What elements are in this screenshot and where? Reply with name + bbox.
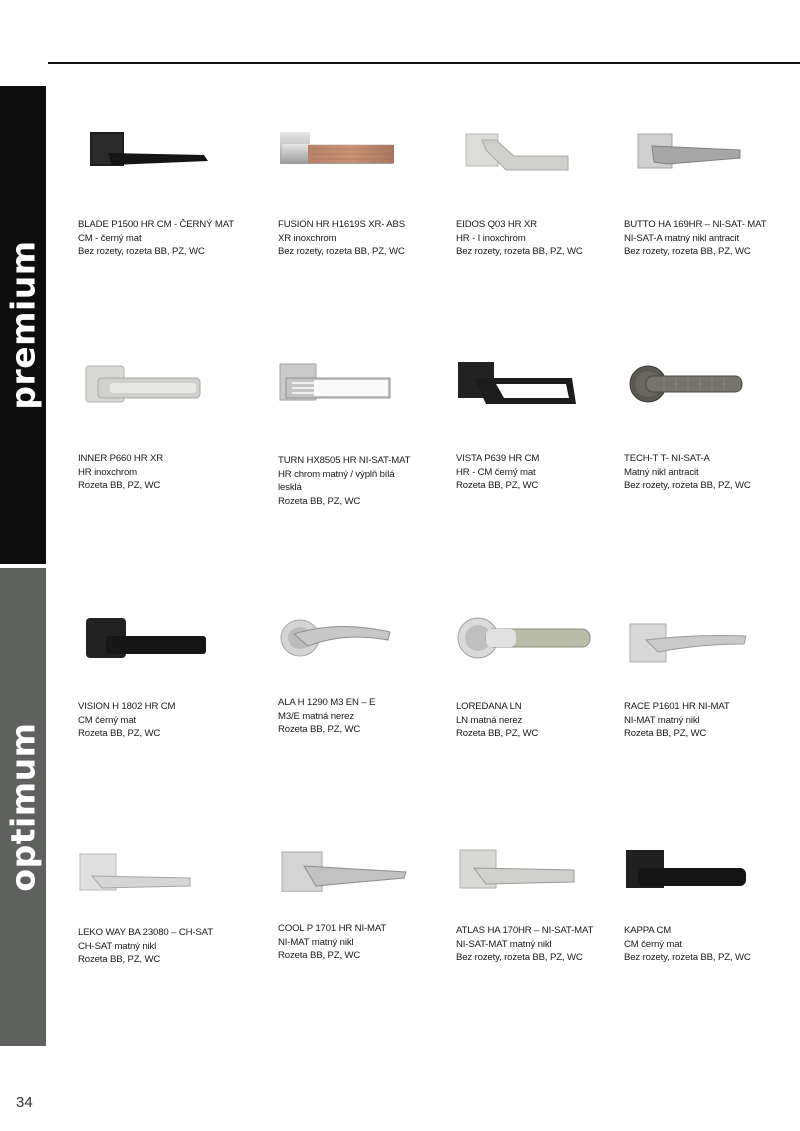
- handle-photo-turn: [278, 356, 418, 416]
- handle-photo-vision: [78, 604, 218, 664]
- product-text: [78, 452, 163, 493]
- product-text: [624, 218, 766, 259]
- section-label-optimum: optimum: [3, 722, 43, 892]
- product-text: [456, 452, 539, 493]
- product-text: [278, 454, 418, 508]
- product-text: [624, 924, 751, 965]
- product-title: VISION H 1802 HR CM: [78, 701, 176, 712]
- product-finish: CM - černý mat: [78, 232, 142, 244]
- product-finish: CH-SAT matný nikl: [78, 940, 157, 952]
- product-finish: LN matná nerez: [456, 714, 523, 726]
- product-rosette: Rozeta BB, PZ, WC: [456, 480, 539, 492]
- product-title: TECH-T T- NI-SAT-A: [624, 453, 710, 464]
- product-text: [456, 924, 593, 965]
- section-tab-premium: [0, 86, 46, 564]
- product-text: [456, 218, 583, 259]
- product-title: BUTTO HA 169HR – NI-SAT- MAT: [624, 219, 767, 230]
- product-finish: CM černý mat: [624, 938, 682, 950]
- handle-photo-vista: [456, 356, 596, 416]
- product-rosette: Bez rozety, rozeta BB, PZ, WC: [456, 246, 583, 258]
- handle-photo-inner: [78, 356, 218, 416]
- product-rosette: Rozeta BB, PZ, WC: [78, 728, 161, 740]
- product-text: [278, 922, 386, 963]
- product-finish: XR inoxchrom: [278, 232, 337, 244]
- product-rosette: Rozeta BB, PZ, WC: [278, 495, 361, 507]
- product-rosette: Rozeta BB, PZ, WC: [78, 954, 161, 966]
- product-text: [78, 700, 175, 741]
- product-finish: NI-MAT matný nikl: [624, 714, 700, 726]
- product-finish: NI-MAT matný nikl: [278, 936, 354, 948]
- product-title: ATLAS HA 170HR – NI-SAT-MAT: [456, 925, 594, 936]
- handle-photo-fusion: [278, 122, 418, 182]
- handle-photo-blade: [78, 122, 218, 182]
- product-title: INNER P660 HR XR: [78, 453, 164, 464]
- product-rosette: Bez rozety, rozeta BB, PZ, WC: [624, 952, 751, 964]
- handle-photo-loredana: [456, 604, 596, 664]
- top-rule: [48, 62, 800, 64]
- handle-photo-tech-t: [624, 356, 764, 416]
- product-text: [278, 218, 405, 259]
- product-text: [278, 696, 375, 737]
- product-title: LEKO WAY BA 23080 – CH-SAT: [78, 927, 213, 938]
- product-title: BLADE P1500 HR CM - ČERNÝ MAT: [78, 219, 234, 230]
- handle-photo-ala: [278, 604, 418, 664]
- product-finish: NI-SAT-MAT matný nikl: [456, 938, 552, 950]
- product-finish: M3/E matná nerez: [278, 710, 354, 722]
- handle-photo-leko-way: [78, 832, 218, 892]
- product-title: RACE P1601 HR NI-MAT: [624, 701, 730, 712]
- section-tab-optimum: [0, 568, 46, 1046]
- product-title: COOL P 1701 HR NI-MAT: [278, 923, 387, 934]
- product-title: KAPPA CM: [624, 925, 672, 936]
- product-title: FUSION HR H1619S XR- ABS: [278, 219, 406, 230]
- product-rosette: Rozeta BB, PZ, WC: [278, 724, 361, 736]
- product-title: LOREDANA LN: [456, 701, 522, 712]
- product-finish: HR - I inoxchrom: [456, 232, 526, 244]
- product-text: [78, 218, 234, 259]
- section-label-premium: premium: [3, 240, 43, 410]
- handle-photo-cool: [278, 832, 418, 892]
- product-finish: CM černý mat: [78, 714, 136, 726]
- handle-photo-butto: [624, 122, 764, 182]
- product-title: VISTA P639 HR CM: [456, 453, 540, 464]
- product-finish: HR inoxchrom: [78, 466, 137, 478]
- product-rosette: Rozeta BB, PZ, WC: [624, 728, 707, 740]
- product-finish: NI-SAT-A matný nikl antracit: [624, 232, 740, 244]
- product-title: ALA H 1290 M3 EN – E: [278, 697, 376, 708]
- product-text: [456, 700, 538, 741]
- handle-photo-eidos: [456, 122, 596, 182]
- product-rosette: Rozeta BB, PZ, WC: [78, 480, 161, 492]
- product-finish: Matný nikl antracit: [624, 466, 699, 478]
- product-rosette: Bez rozety, rozeta BB, PZ, WC: [456, 952, 583, 964]
- product-text: [78, 926, 213, 967]
- handle-photo-atlas: [456, 832, 596, 892]
- product-rosette: Bez rozety, rozeta BB, PZ, WC: [78, 246, 205, 258]
- product-text: [624, 700, 730, 741]
- product-title: EIDOS Q03 HR XR: [456, 219, 537, 230]
- handle-photo-race: [624, 604, 764, 664]
- handle-photo-kappa: [624, 832, 764, 892]
- product-title: TURN HX8505 HR NI-SAT-MAT: [278, 455, 411, 466]
- product-rosette: Bez rozety, rozeta BB, PZ, WC: [278, 246, 405, 258]
- product-finish: HR chrom matný / výplň bílá lesklá: [278, 468, 395, 494]
- product-rosette: Rozeta BB, PZ, WC: [456, 728, 539, 740]
- page-number: 34: [16, 1094, 33, 1111]
- product-finish: HR - CM černý mat: [456, 466, 536, 478]
- product-rosette: Bez rozety, rozeta BB, PZ, WC: [624, 246, 751, 258]
- product-rosette: Bez rozety, rozeta BB, PZ, WC: [624, 480, 751, 492]
- product-text: [624, 452, 751, 493]
- product-rosette: Rozeta BB, PZ, WC: [278, 950, 361, 962]
